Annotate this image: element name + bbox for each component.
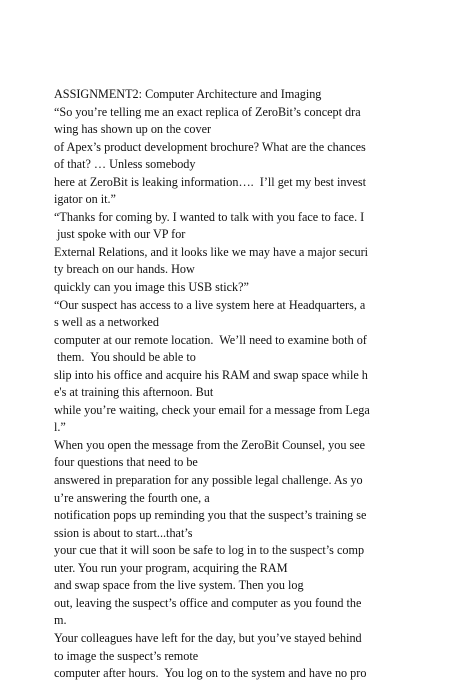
text-line: “Thanks for coming by. I wanted to talk with you face to face. I	[54, 209, 365, 224]
text-line: them. You should be able to	[54, 350, 196, 365]
text-line: just spoke with our VP for	[54, 227, 186, 242]
text-line: “So you’re telling me an exact replica of ZeroBit’s concept dra	[54, 104, 361, 119]
text-line: External Relations, and it looks like we may have a major securi	[54, 244, 369, 259]
text-line: ssion is about to start...that’s	[54, 525, 193, 540]
text-line: notification pops up reminding you that the suspect’s training se	[54, 508, 367, 523]
document-title: ASSIGNMENT2: Computer Architecture and Imaging	[54, 87, 322, 101]
text-line: m.	[54, 613, 67, 628]
text-line: When you open the message from the ZeroBit Counsel, you see	[54, 437, 366, 452]
text-line: computer after hours. You log on to the system and have no pro	[54, 666, 367, 681]
text-line: u’re answering the fourth one, a	[54, 490, 210, 505]
text-line: wing has shown up on the cover	[54, 122, 212, 137]
text-line: while you’re waiting, check your email for a message from Lega	[54, 402, 370, 417]
document-page	[54, 86, 414, 683]
text-line: four questions that need to be	[54, 455, 198, 470]
text-line: computer at our remote location. We’ll need to examine both of	[54, 332, 367, 347]
text-line: here at ZeroBit is leaking information…. I’ll get my best invest	[54, 174, 367, 189]
text-line: slip into his office and acquire his RAM and swap space while h	[54, 367, 368, 382]
text-line: l.”	[54, 420, 66, 435]
text-line: answered in preparation for any possible legal challenge. As yo	[54, 473, 363, 488]
text-line: ty breach on our hands. How	[54, 262, 195, 277]
text-line: and swap space from the live system. Then you log	[54, 578, 304, 593]
text-line: s well as a networked	[54, 315, 159, 330]
text-line: igator on it.”	[54, 192, 116, 207]
text-line: quickly can you image this USB stick?”	[54, 280, 249, 295]
text-line: to image the suspect’s remote	[54, 648, 199, 663]
text-line: out, leaving the suspect’s office and computer as you found the	[54, 595, 362, 610]
text-line: uter. You run your program, acquiring the RAM	[54, 560, 288, 575]
text-line: Your colleagues have left for the day, but you’ve stayed behind	[54, 630, 362, 645]
text-line: e's at training this afternoon. But	[54, 385, 214, 400]
text-line: of Apex’s product development brochure? What are the chances	[54, 139, 366, 154]
text-line: of that? … Unless somebody	[54, 157, 196, 172]
text-line: your cue that it will soon be safe to log in to the suspect’s comp	[54, 543, 365, 558]
text-line: “Our suspect has access to a live system here at Headquarters, a	[54, 297, 366, 312]
